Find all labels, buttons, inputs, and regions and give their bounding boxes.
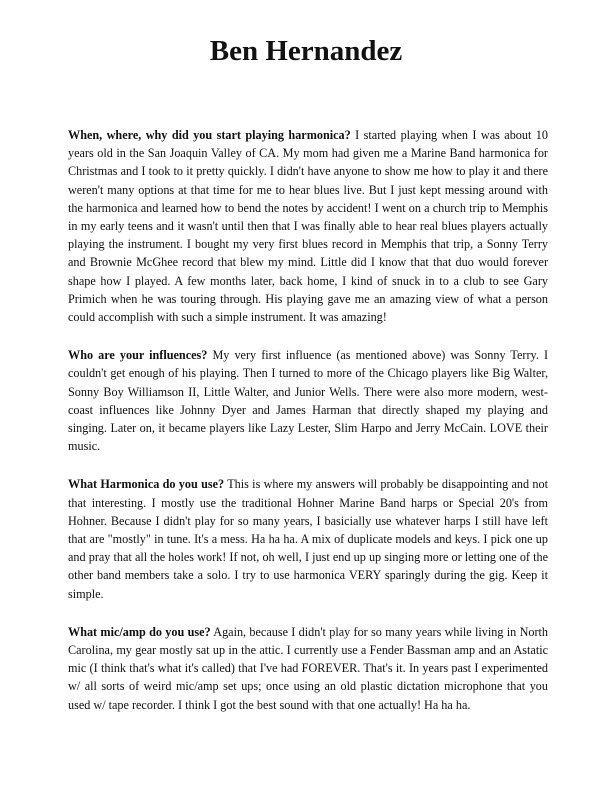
question-mic-amp: What mic/amp do you use? bbox=[68, 624, 211, 639]
question-start-playing: When, where, why did you start playing harmonica? bbox=[68, 128, 351, 142]
interview-body bbox=[68, 126, 548, 734]
answer-harmonica: This is where my answers will probably be disappointing and not that interesting. I mostly use the traditional Hohner Marine Band harps or Special 20's from Hohner. Because I didn't play for so many years, I basicially use whatever harps I still have left that are "mostly" in tune. It's a mess. Ha ha ha. A mix of duplicate models and keys. I pick one up and pray that all the holes work! If not, oh well, I just end up up singing more or letting one of the other band members take a solo. I try to use harmonica VERY sparingly during the gig. Keep it simple. bbox=[68, 477, 548, 601]
qa-section-influences bbox=[68, 346, 548, 455]
answer-start-playing: I started playing when I was about 10 years old in the San Joaquin Valley of CA. My mom had given me a Marine Band harmonica for Christmas and I took to it pretty quickly. I didn't have anyone to show me how to play it and there weren't many options at that time for me to hear blues live. But I just kept messing around with the harmonica and learned how to bend the notes by accident! I went on a church trip to Memphis in my early teens and it wasn't until then that I was finally able to hear real blues players actually playing the instrument. I bought my very first blues record in Memphis that trip, a Sonny Terry and Brownie McGhee record that blew my mind. Little did I know that that duo would forever shape how I played. A few months later, back home, I kind of snuck in to a club to see Gary Primich when he was touring through. His playing gave me an amazing view of what a person could accomplish with such a simple instrument. It was amazing! bbox=[68, 128, 548, 325]
answer-influences: My very first influence (as mentioned above) was Sonny Terry. I couldn't get enough of his playing. Then I turned to more of the Chicago players like Big Walter, Sonny Boy Williamson II, Little Walter, and Junior Wells. There were also more modern, west-coast influences like Johnny Dyer and James Harman that directly shaped my playing and singing. Later on, it became players like Lazy Lester, Slim Harpo and Jerry McCain. LOVE their music. bbox=[68, 348, 548, 454]
answer-mic-amp: Again, because I didn't play for so many years while living in North Carolina, my gear mostly sat up in the attic. I currently use a Fender Bassman amp and an Astatic mic (I think that's what it's called) that I've had FOREVER. That's it. In years past I experimented w/ all sorts of weird mic/amp set ups; once using an old plastic dictation microphone that you used w/ tape recorder. I think I got the best sound with that one actually! Ha ha ha. bbox=[68, 624, 549, 712]
qa-section-harmonica bbox=[68, 475, 548, 602]
qa-section-start-playing bbox=[68, 126, 548, 326]
question-harmonica: What Harmonica do you use? bbox=[68, 477, 225, 492]
page-title: Ben Hernandez bbox=[209, 35, 403, 67]
qa-section-mic-amp bbox=[68, 623, 548, 714]
question-influences: Who are your influences? bbox=[68, 348, 208, 363]
